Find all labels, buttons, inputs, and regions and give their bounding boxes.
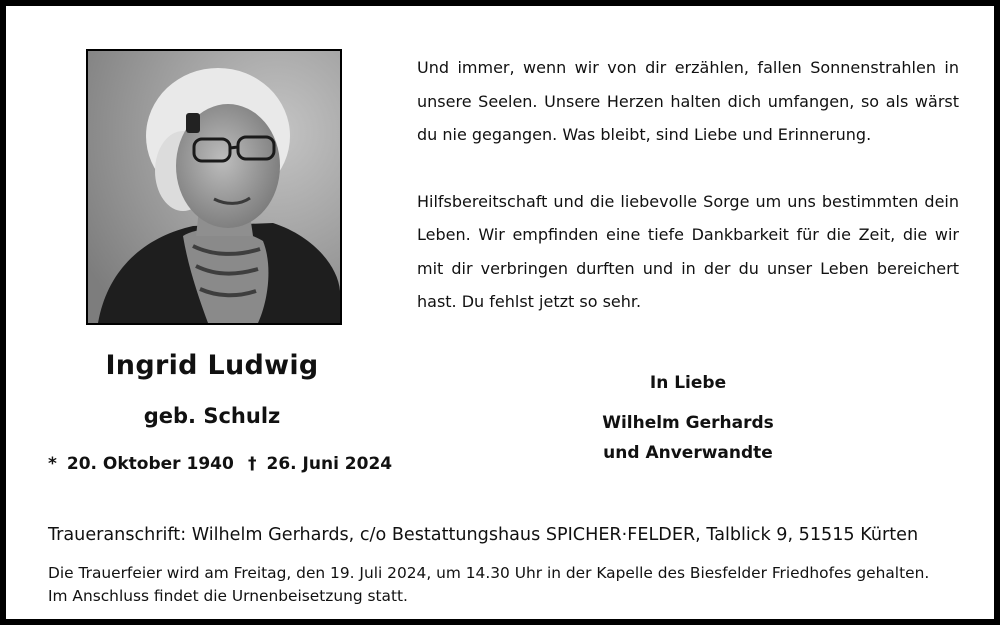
ceremony-line-1: Die Trauerfeier wird am Freitag, den 19. Juli 2024, um 14.30 Uhr in der Kapelle des Biesfelder Friedhofes gehalten. (48, 564, 930, 582)
mourning-address: Traueranschrift: Wilhelm Gerhards, c/o Bestattungshaus SPICHER·FELDER, Talblick 9, 51515 Kürten (48, 525, 919, 545)
poem-paragraph-2: Hilfsbereitschaft und die liebevolle Sorge um uns bestimmten dein Leben. Wir empfinden eine tiefe Dankbarkeit für die Zeit, die wir mit dir verbringen durften und in der du unser Leben bereichert hast. Du fehlst jetzt so sehr. (417, 191, 959, 311)
death-cross-icon: † (248, 454, 257, 474)
death-date-line (248, 454, 392, 474)
birth-date: 20. Oktober 1940 (66, 454, 234, 474)
signer-line-1: Wilhelm Gerhards (602, 413, 774, 433)
poem-text (417, 51, 959, 319)
maiden-name: geb. Schulz (143, 404, 281, 428)
birth-date-line (48, 454, 234, 474)
ceremony-info (48, 562, 978, 608)
death-date: 26. Juni 2024 (266, 454, 393, 474)
portrait-icon (88, 51, 340, 323)
signature-names (602, 408, 774, 468)
birth-star-icon: * (48, 454, 57, 474)
signer-line-2: und Anverwandte (603, 443, 773, 463)
poem-paragraph-1: Und immer, wenn wir von dir erzählen, fallen Sonnenstrahlen in unsere Seelen. Unsere Herzen halten dich umfangen, so als wärst du nie gegangen. Was bleibt, sind Liebe und Erinnerung. (417, 58, 959, 144)
ceremony-line-2: Im Anschluss findet die Urnenbeisetzung statt. (48, 587, 408, 605)
deceased-name: Ingrid Ludwig (105, 350, 319, 381)
signature-intro: In Liebe (649, 373, 727, 393)
portrait-photo (86, 49, 342, 325)
